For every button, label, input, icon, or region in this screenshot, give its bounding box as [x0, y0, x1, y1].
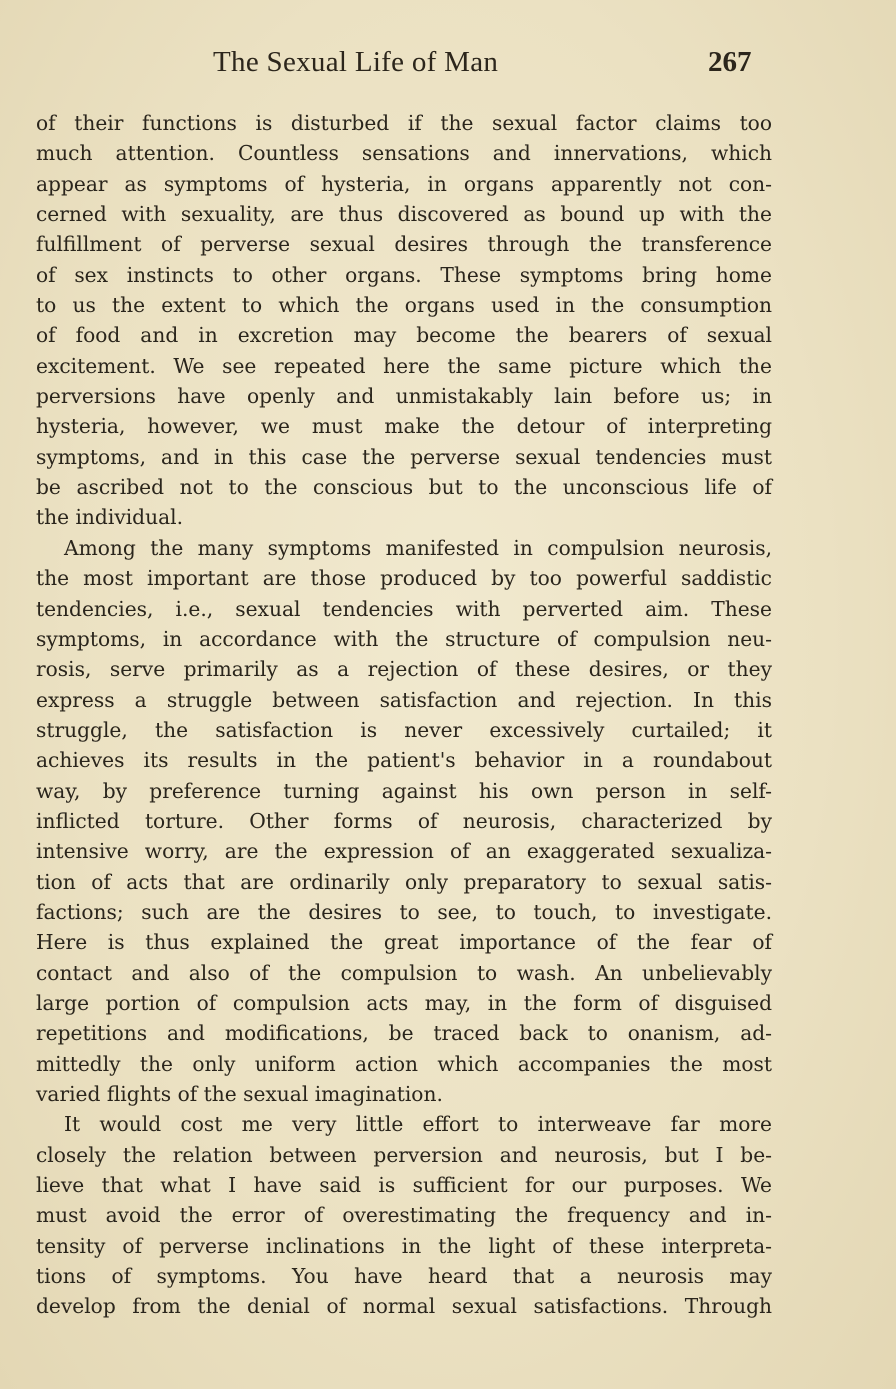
text-line: varied flights of the sexual imagination.: [36, 1082, 443, 1106]
text-line: mittedly the only uniform action which accompanies the most: [36, 1051, 772, 1076]
paragraph-1: [36, 108, 772, 533]
text-line: the individual.: [36, 505, 184, 530]
text-line: repetitions and modifications, be traced back to onanism, ad-: [36, 1021, 772, 1046]
text-line: develop from the denial of normal sexual satisfactions. Through: [36, 1294, 772, 1319]
text-line: contact and also of the compulsion to wash. An unbelievably: [36, 960, 772, 985]
text-line: tensity of perverse inclinations in the light of these interpreta-: [36, 1233, 772, 1258]
text-line: appear as symptoms of hysteria, in organs apparently not con-: [36, 171, 772, 196]
text-line: way, by preference turning against his own person in self-: [36, 778, 772, 803]
body-text: [36, 108, 772, 1322]
text-line: perversions have openly and unmistakably lain before us; in: [36, 384, 772, 409]
text-line: of sex instincts to other organs. These symptoms bring home: [36, 262, 772, 287]
text-line: must avoid the error of overestimating the frequency and in-: [36, 1203, 772, 1228]
text-line: much attention. Countless sensations and innervations, which: [36, 141, 772, 166]
text-line: struggle, the satisfaction is never excessively curtailed; it: [36, 717, 772, 742]
paragraph-2: [36, 533, 772, 1110]
text-line: fulfillment of perverse sexual desires through the transference: [36, 232, 772, 257]
text-line: It would cost me very little effort to interweave far more: [64, 1112, 772, 1137]
text-line: symptoms, in accordance with the structure of compulsion neu-: [36, 626, 772, 651]
text-line: inflicted torture. Other forms of neurosis, characterized by: [36, 808, 772, 833]
text-line: of food and in excretion may become the bearers of sexual: [36, 323, 772, 348]
page-number: 267: [708, 46, 752, 78]
text-line: rosis, serve primarily as a rejection of these desires, or they: [36, 657, 772, 682]
running-head: [0, 46, 896, 90]
paragraph-3: [36, 1109, 772, 1321]
text-line: express a struggle between satisfaction and rejection. In this: [36, 687, 772, 712]
text-line: tion of acts that are ordinarily only preparatory to sexual satis-: [36, 869, 772, 894]
text-line: factions; such are the desires to see, to touch, to investigate.: [36, 899, 772, 924]
text-line: Among the many symptoms manifested in compulsion neurosis,: [64, 535, 772, 560]
text-line: cerned with sexuality, are thus discovered as bound up with the: [36, 202, 772, 227]
text-line: tions of symptoms. You have heard that a neurosis may: [36, 1264, 772, 1289]
text-line: of their functions is disturbed if the sexual factor claims too: [36, 111, 772, 135]
text-line: closely the relation between perversion and neurosis, but I be-: [36, 1142, 772, 1167]
running-title: The Sexual Life of Man: [213, 46, 499, 78]
text-line: tendencies, i.e., sexual tendencies with perverted aim. These: [36, 596, 772, 621]
text-line: lieve that what I have said is sufficient for our purposes. We: [36, 1173, 772, 1198]
text-line: symptoms, and in this case the perverse sexual tendencies must: [36, 444, 772, 469]
text-line: be ascribed not to the conscious but to the unconscious life of: [36, 475, 772, 500]
text-line: intensive worry, are the expression of an exaggerated sexualiza-: [36, 839, 772, 864]
text-line: the most important are those produced by too powerful saddistic: [36, 566, 772, 591]
text-line: to us the extent to which the organs used in the consumption: [36, 293, 772, 318]
text-line: hysteria, however, we must make the detour of interpreting: [36, 414, 772, 439]
text-line: Here is thus explained the great importance of the fear of: [36, 930, 772, 955]
text-line: achieves its results in the patient's behavior in a roundabout: [36, 748, 772, 773]
text-line: large portion of compulsion acts may, in the form of disguised: [36, 990, 772, 1015]
text-line: excitement. We see repeated here the same picture which the: [36, 353, 772, 378]
